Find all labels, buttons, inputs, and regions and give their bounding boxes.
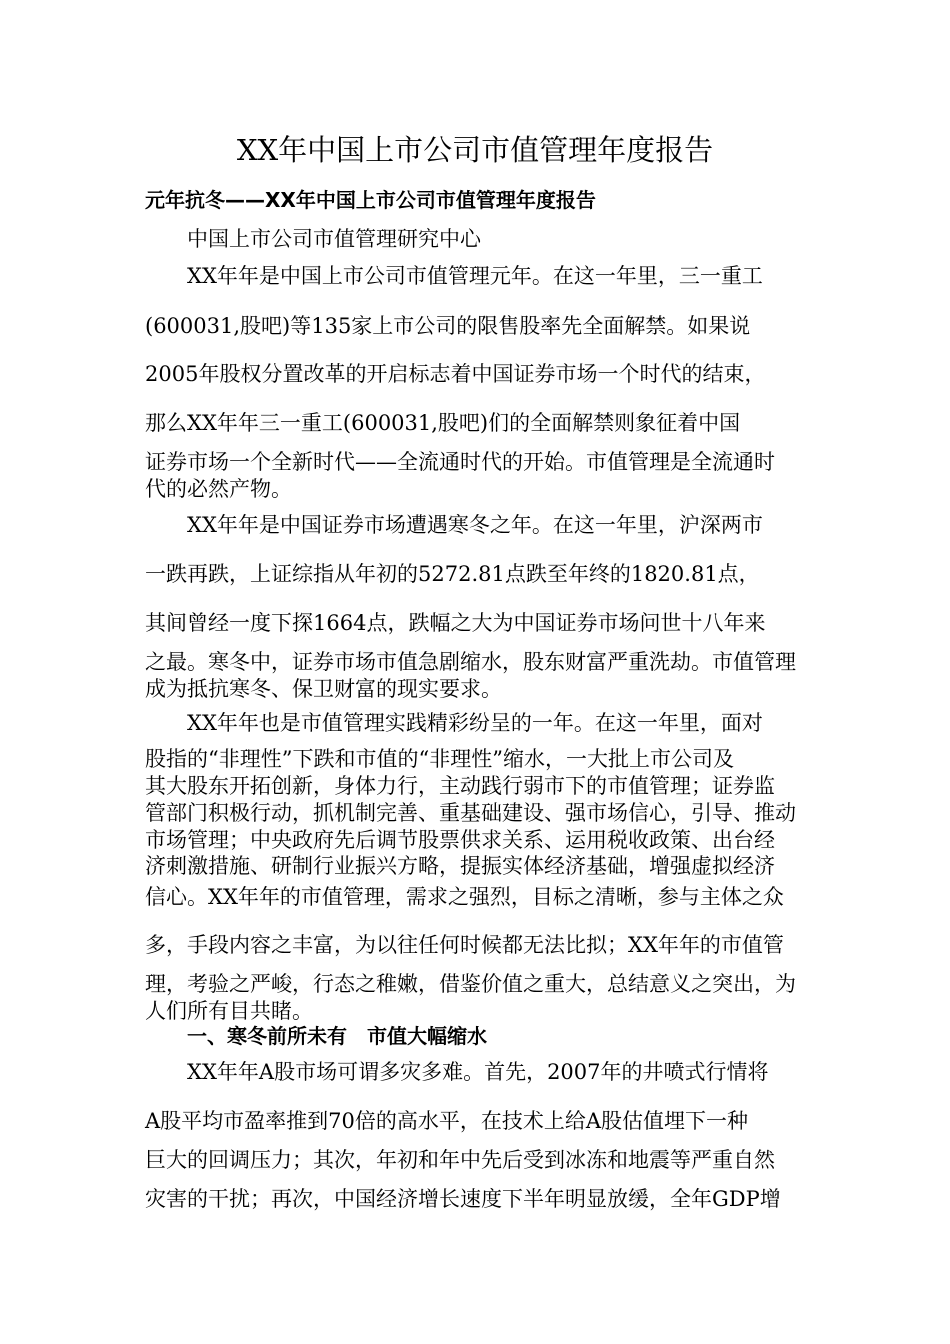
paragraph-line: A股平均市盈率推到70倍的高水平，在技术上给A股估值埋下一种 xyxy=(145,1109,749,1133)
paragraph-line: 股指的“非理性”下跌和市值的“非理性”缩水，一大批上市公司及 xyxy=(145,747,734,771)
paragraph-line: 信心。XX年年的市值管理，需求之强烈，目标之清晰，参与主体之众 xyxy=(145,885,784,909)
section-heading: 一、寒冬前所未有 市值大幅缩水 xyxy=(187,1024,487,1048)
document-title: XX年中国上市公司市值管理年度报告 xyxy=(236,133,714,167)
paragraph-line: 之最。寒冬中，证券市场市值急剧缩水，股东财富严重洗劫。市值管理 xyxy=(145,650,796,674)
paragraph-line: 管部门积极行动，抓机制完善、重基础建设、强市场信心，引导、推动 xyxy=(145,801,796,825)
paragraph-line: 证券市场一个全新时代——全流通时代的开始。市值管理是全流通时 xyxy=(145,450,775,474)
paragraph-line: XX年年是中国上市公司市值管理元年。在这一年里，三一重工 xyxy=(187,264,763,288)
paragraph-line: 其间曾经一度下探1664点，跌幅之大为中国证券市场问世十八年来 xyxy=(145,611,766,635)
paragraph-line: XX年年A股市场可谓多灾多难。首先，2007年的井喷式行情将 xyxy=(187,1060,769,1084)
document-subtitle: 元年抗冬——XX年中国上市公司市值管理年度报告 xyxy=(145,188,596,212)
paragraph-line: 市场管理；中央政府先后调节股票供求关系、运用税收政策、出台经 xyxy=(145,828,775,852)
paragraph-line: 多，手段内容之丰富，为以往任何时候都无法比拟；XX年年的市值管 xyxy=(145,933,784,957)
paragraph-line: XX年年是中国证券市场遭遇寒冬之年。在这一年里，沪深两市 xyxy=(187,513,763,537)
paragraph-line: XX年年也是市值管理实践精彩纷呈的一年。在这一年里，面对 xyxy=(187,711,763,735)
paragraph-line: (600031,股吧)等135家上市公司的限售股率先全面解禁。如果说 xyxy=(145,314,751,338)
paragraph-line: 一跌再跌，上证综指从年初的5272.81点跌至年终的1820.81点， xyxy=(145,562,760,586)
paragraph-line: 人们所有目共睹。 xyxy=(145,999,313,1023)
paragraph-line: 其大股东开拓创新，身体力行，主动践行弱市下的市值管理；证券监 xyxy=(145,774,775,798)
paragraph-line: 灾害的干扰；再次，中国经济增长速度下半年明显放缓，全年GDP增 xyxy=(145,1187,781,1211)
paragraph-line: 巨大的回调压力；其次，年初和年中先后受到冰冻和地震等严重自然 xyxy=(145,1148,775,1172)
paragraph-line: 理，考验之严峻，行态之稚嫩，借鉴价值之重大，总结意义之突出，为 xyxy=(145,972,796,996)
paragraph-line: 成为抵抗寒冬、保卫财富的现实要求。 xyxy=(145,677,502,701)
paragraph-line: 那么XX年年三一重工(600031,股吧)们的全面解禁则象征着中国 xyxy=(145,411,741,435)
paragraph-line: 代的必然产物。 xyxy=(145,477,292,501)
author-line: 中国上市公司市值管理研究中心 xyxy=(187,227,481,251)
paragraph-line: 济刺激措施、研制行业振兴方略，提振实体经济基础，增强虚拟经济 xyxy=(145,854,775,878)
paragraph-line: 2005年股权分置改革的开启标志着中国证券市场一个时代的结束， xyxy=(145,362,766,386)
